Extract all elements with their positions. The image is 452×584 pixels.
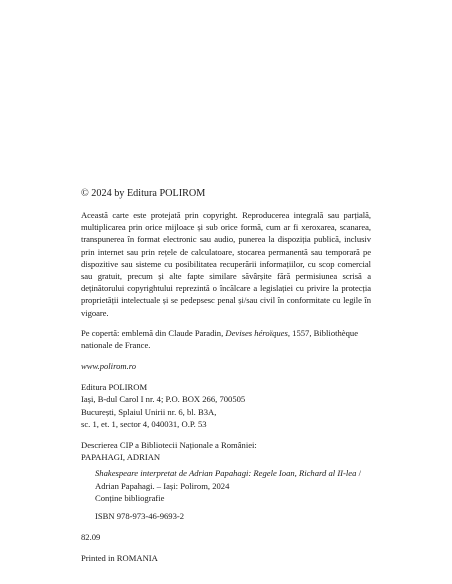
publisher-address-line: București, Splaiul Unirii nr. 6, bl. B3A,: [81, 406, 217, 417]
cip-statement: / Adrian Papahagi. – Iași: Polirom, 2024: [95, 468, 361, 491]
cip-entry: [95, 467, 371, 504]
publisher-block: [81, 381, 371, 430]
cip-author: PAPAHAGI, ADRIAN: [81, 452, 161, 463]
isbn: ISBN 978-973-46-9693-2: [95, 511, 185, 522]
copyright-page: [81, 187, 371, 565]
cover-credit-prefix: Pe copertă: emblemă din Claude Paradin,: [81, 327, 226, 338]
copyright-line: © 2024 by Editura POLIROM: [81, 188, 206, 199]
udc-code: 82.09: [81, 532, 101, 543]
publisher-address-line: sc. 1, et. 1, sector 4, 040031, O.P. 53: [81, 418, 207, 429]
printed-in: Printed in ROMANIA: [81, 553, 158, 564]
rights-notice: Această carte este protejată prin copyright. Reproducerea integrală sau parțială, multiplicarea prin orice mijloace și sub orice formă, cum ar fi xeroxarea, scanarea, transpunerea în format electronic sau audio, punerea la dispoziția publică, inclusiv prin internet sau prin rețele de calculatoare, stocarea permanentă sau temporară pe dispozitive sau sisteme cu posibilitatea recuperării informațiilor, cu scop comercial sau gratuit, precum și alte fapte similare săvârșite fără permisiunea scrisă a deținătorului copyrightului reprezintă o încălcare a legislației cu privire la protecția proprietății intelectuale și se pedepsesc penal și/sau civil în conformitate cu legile în vigoare.: [81, 210, 371, 318]
cip-title-line: [95, 467, 371, 491]
publisher-name: Editura POLIROM: [81, 382, 148, 393]
cover-credit-suffix: , 1557, Bibliothèque nationale de France.: [81, 327, 359, 351]
cover-credit: [81, 327, 371, 351]
cip-note: Conține bibliografie: [95, 492, 165, 503]
publisher-address-line: Iași, B-dul Carol I nr. 4; P.O. BOX 266, 700505: [81, 394, 246, 405]
cip-book-title: Shakespeare interpretat de Adrian Papahagi: Regele Ioan, Richard al II-lea: [95, 468, 357, 479]
publisher-website: www.polirom.ro: [81, 361, 137, 372]
cip-heading: Descrierea CIP a Bibliotecii Naționale a României:: [81, 440, 257, 451]
cover-work-title: Devises héroïques: [225, 327, 288, 338]
